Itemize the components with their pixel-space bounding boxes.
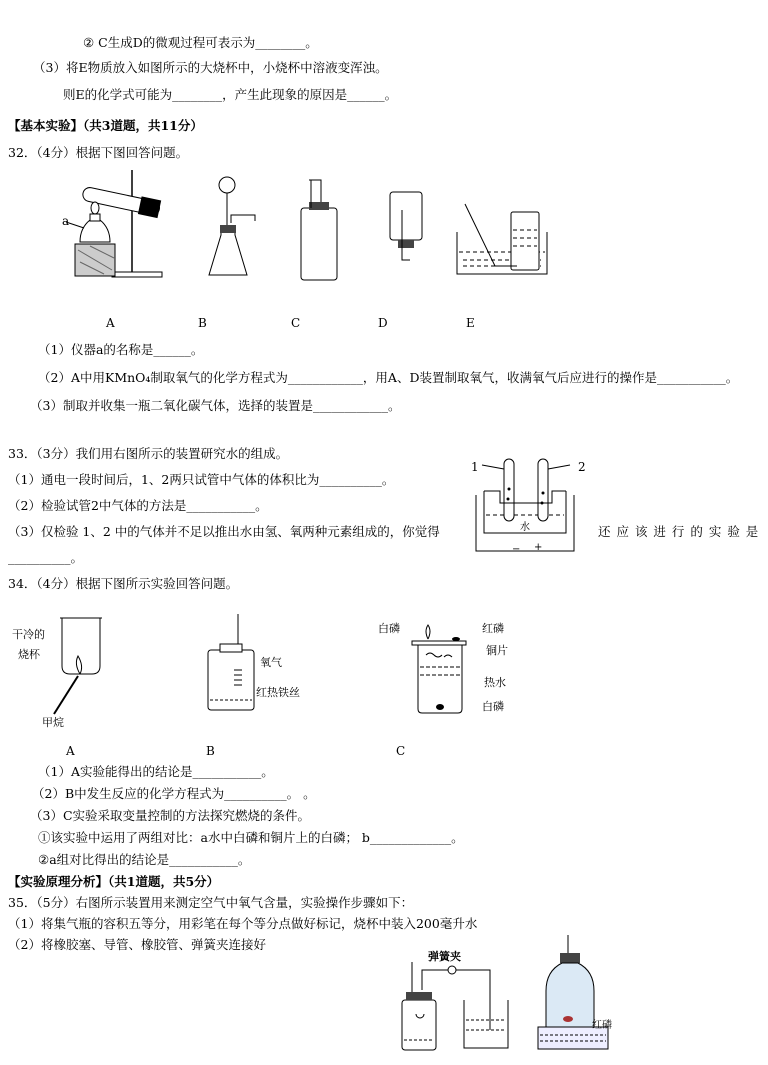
q34-part3-a: ①该实验中运用了两组对比：a水中白磷和铜片上的白磷； b_____________。 bbox=[38, 830, 464, 845]
fig34-label-oxygen: 氧气 bbox=[260, 656, 282, 669]
fig32-caption-a: A bbox=[106, 316, 115, 330]
fig34-caption-b: B bbox=[206, 744, 215, 758]
fig34-label-cold: 干冷的 bbox=[12, 628, 45, 641]
fig32-label-a: a bbox=[62, 214, 70, 228]
q32-part2: （2）A中用KMnO₄制取氧气的化学方程式为____________，用A、D装置制取氧气，收满氧气后应进行的操作是___________。 bbox=[38, 370, 739, 385]
fig33-label-minus: − bbox=[512, 544, 521, 555]
q33-part3-cont: 还 应 该 进 行 的 实 验 是 bbox=[598, 524, 760, 539]
fig33-label-1: 1 bbox=[471, 460, 479, 474]
q34-part2: （2）B中发生反应的化学方程式为__________。 。 bbox=[32, 786, 316, 801]
fig32-caption-b: B bbox=[198, 316, 207, 330]
fig32-apparatus-d bbox=[386, 190, 426, 270]
fig34-label-red-phosphorus: 红磷 bbox=[482, 622, 504, 635]
q32-stem: 32．（4分）根据下图回答问题。 bbox=[8, 145, 189, 160]
fig33-label-water: 水 bbox=[520, 522, 530, 533]
fig35-label-clamp: 弹簧夹 bbox=[428, 950, 461, 963]
fig32-apparatus-e bbox=[455, 202, 550, 277]
fig32-apparatus-a bbox=[60, 162, 170, 282]
fig34-label-copper: 铜片 bbox=[486, 644, 508, 657]
fig35-apparatus-bottle bbox=[538, 935, 618, 1055]
q32-part1: （1）仪器a的名称是______。 bbox=[38, 342, 204, 357]
q35-step1: （1）将集气瓶的容积五等分，用彩笔在每个等分点做好标记，烧杯中装入200毫升水 bbox=[8, 916, 478, 931]
fig34-label-white-phosphorus: 白磷 bbox=[378, 622, 400, 635]
q33-part3-blank: __________。 bbox=[8, 550, 84, 565]
q33-stem: 33．（3分）我们用右图所示的装置研究水的组成。 bbox=[8, 446, 289, 461]
q33-part2: （2）检验试管2中气体的方法是___________。 bbox=[8, 498, 268, 513]
fig34-label-hot-water: 热水 bbox=[484, 676, 506, 689]
fig33-electrolysis bbox=[470, 455, 585, 555]
fig32-apparatus-b bbox=[205, 175, 265, 285]
q33-part1: （1）通电一段时间后，1、2两只试管中气体的体积比为__________。 bbox=[8, 472, 395, 487]
fig34-label-methane: 甲烷 bbox=[42, 716, 64, 729]
fig34-label-white-phosphorus-2: 白磷 bbox=[482, 700, 504, 713]
fig35-label-red-phosphorus: 红磷 bbox=[592, 1020, 612, 1031]
fig32-caption-d: D bbox=[378, 316, 388, 330]
q32-part3: （3）制取并收集一瓶二氧化碳气体，选择的装置是____________。 bbox=[30, 398, 401, 413]
fig32-apparatus-c bbox=[295, 178, 345, 288]
fig32-caption-e: E bbox=[466, 316, 475, 330]
fig34-apparatus-b bbox=[198, 612, 268, 717]
fig34-caption-c: C bbox=[396, 744, 406, 758]
fig34-label-iron: 红热铁丝 bbox=[256, 686, 300, 699]
q34-part3-b: ②a组对比得出的结论是___________。 bbox=[38, 852, 251, 867]
fig32-caption-c: C bbox=[291, 316, 301, 330]
q34-stem: 34．（4分）根据下图所示实验回答问题。 bbox=[8, 576, 239, 591]
fig33-label-2: 2 bbox=[578, 460, 586, 474]
q34-part3: （3）C实验采取变量控制的方法探究燃烧的条件。 bbox=[30, 808, 311, 823]
q33-part3: （3）仅检验 1、2 中的气体并不足以推出水由氢、氧两种元素组成的，你觉得 bbox=[8, 524, 440, 539]
q34-part1: （1）A实验能得出的结论是___________。 bbox=[38, 764, 274, 779]
section-principle-analysis: 【实验原理分析】（共1道题，共5分） bbox=[8, 874, 220, 889]
fig35-apparatus-setup bbox=[392, 960, 522, 1055]
fig33-label-plus: + bbox=[534, 542, 543, 553]
q35-step2: （2）将橡胶塞、导管、橡胶管、弹簧夹连接好 bbox=[8, 937, 266, 952]
q31-line-c-to-d: ② C生成D的微观过程可表示为________。 bbox=[83, 35, 318, 50]
fig34-caption-a: A bbox=[66, 744, 75, 758]
q31-part3-answer: 则E的化学式可能为________，产生此现象的原因是______。 bbox=[63, 87, 398, 102]
section-basic-experiments: 【基本实验】（共3道题，共11分） bbox=[8, 118, 203, 133]
q35-stem: 35．（5分）右图所示装置用来测定空气中氧气含量，实验操作步骤如下： bbox=[8, 895, 414, 910]
q31-part3: （3）将E物质放入如图所示的大烧杯中，小烧杯中溶液变浑浊。 bbox=[33, 60, 388, 75]
fig34-apparatus-c bbox=[400, 625, 480, 720]
fig34-label-beaker: 烧杯 bbox=[18, 648, 40, 661]
